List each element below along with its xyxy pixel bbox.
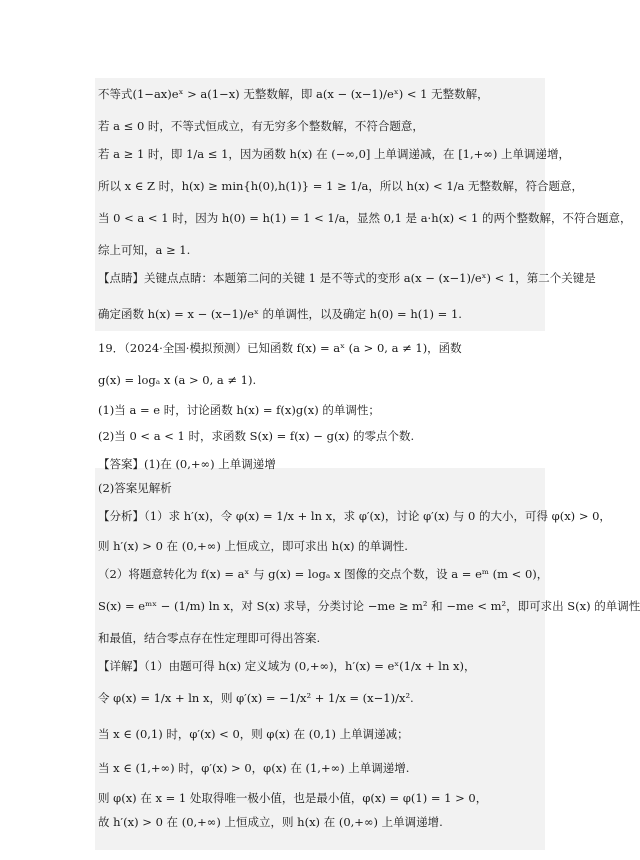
text-line: 和最值，结合零点存在性定理即可得出答案. <box>98 631 321 645</box>
key-point-line: 【点睛】关键点点睛：本题第二问的关键 1 是不等式的变形 a(x − (x−1)/eˣ) < 1，第二个关键是 <box>98 271 596 285</box>
text-line: 若 a ≤ 0 时，不等式恒成立，有无穷多个整数解，不符合题意， <box>98 119 424 133</box>
text-line: 故 h′(x) > 0 在 (0,+∞) 上恒成立，则 h(x) 在 (0,+∞) 上单调递增. <box>98 815 443 829</box>
answer-line: 【答案】(1)在 (0,+∞) 上单调递增 <box>98 457 276 471</box>
text-line: S(x) = eᵐˣ − (1/m) ln x，对 S(x) 求导，分类讨论 −me ≥ m² 和 −me < m²，即可求出 S(x) 的单调性 <box>98 599 640 613</box>
text-line: 所以 x ∈ Z 时，h(x) ≥ min{h(0),h(1)} = 1 ≥ 1/a，所以 h(x) < 1/a 无整数解，符合题意， <box>98 179 584 193</box>
detail-line: 【详解】（1）由题可得 h(x) 定义域为 (0,+∞)，h′(x) = eˣ(1/x + ln x)， <box>98 659 476 673</box>
problem-title: 19．（2024·全国·模拟预测）已知函数 f(x) = aˣ (a > 0, a ≠ 1)，函数 <box>98 341 462 355</box>
text-line: 则 h′(x) > 0 在 (0,+∞) 上恒成立，即可求出 h(x) 的单调性. <box>98 539 408 553</box>
analysis-line: 【分析】（1）求 h′(x)，令 φ(x) = 1/x + ln x，求 φ′(x)，讨论 φ′(x) 与 0 的大小，可得 φ(x) > 0， <box>98 509 611 523</box>
text-line: 综上可知，a ≥ 1. <box>98 243 191 257</box>
text-line: 不等式(1−ax)eˣ > a(1−x) 无整数解，即 a(x − (x−1)/eˣ) < 1 无整数解， <box>98 87 489 101</box>
text-line: 确定函数 h(x) = x − (x−1)/eˣ 的单调性，以及确定 h(0) = h(1) = 1. <box>98 307 462 321</box>
solution-block-top <box>95 78 632 331</box>
answer-line: (2)答案见解析 <box>98 481 172 495</box>
text-line: g(x) = logₐ x (a > 0, a ≠ 1). <box>98 373 257 387</box>
question-part-2: (2)当 0 < a < 1 时，求函数 S(x) = f(x) − g(x) 的零点个数. <box>98 429 415 443</box>
text-line: 当 x ∈ (1,+∞) 时，φ′(x) > 0，φ(x) 在 (1,+∞) 上单调递增. <box>98 761 410 775</box>
text-line: （2）将题意转化为 f(x) = aˣ 与 g(x) = logₐ x 图像的交点个数，设 a = eᵐ (m < 0)， <box>98 567 549 581</box>
text-line: 当 x ∈ (0,1) 时，φ′(x) < 0，则 φ(x) 在 (0,1) 上单调递减； <box>98 727 409 741</box>
text-line: 令 φ(x) = 1/x + ln x，则 φ′(x) = −1/x² + 1/x = (x−1)/x². <box>98 691 414 705</box>
text-line: 若 a ≥ 1 时，即 1/a ≤ 1，因为函数 h(x) 在 (−∞,0] 上单调递减，在 [1,+∞) 上单调递增， <box>98 147 571 161</box>
text-line: 则 φ(x) 在 x = 1 处取得唯一极小值，也是最小值，φ(x) = φ(1) = 1 > 0， <box>98 791 488 805</box>
question-part-1: (1)当 a = e 时，讨论函数 h(x) = f(x)g(x) 的单调性； <box>98 403 380 417</box>
text-line: 当 0 < a < 1 时，因为 h(0) = h(1) = 1 < 1/a，显然 0,1 是 a·h(x) < 1 的两个整数解，不符合题意， <box>98 211 632 225</box>
